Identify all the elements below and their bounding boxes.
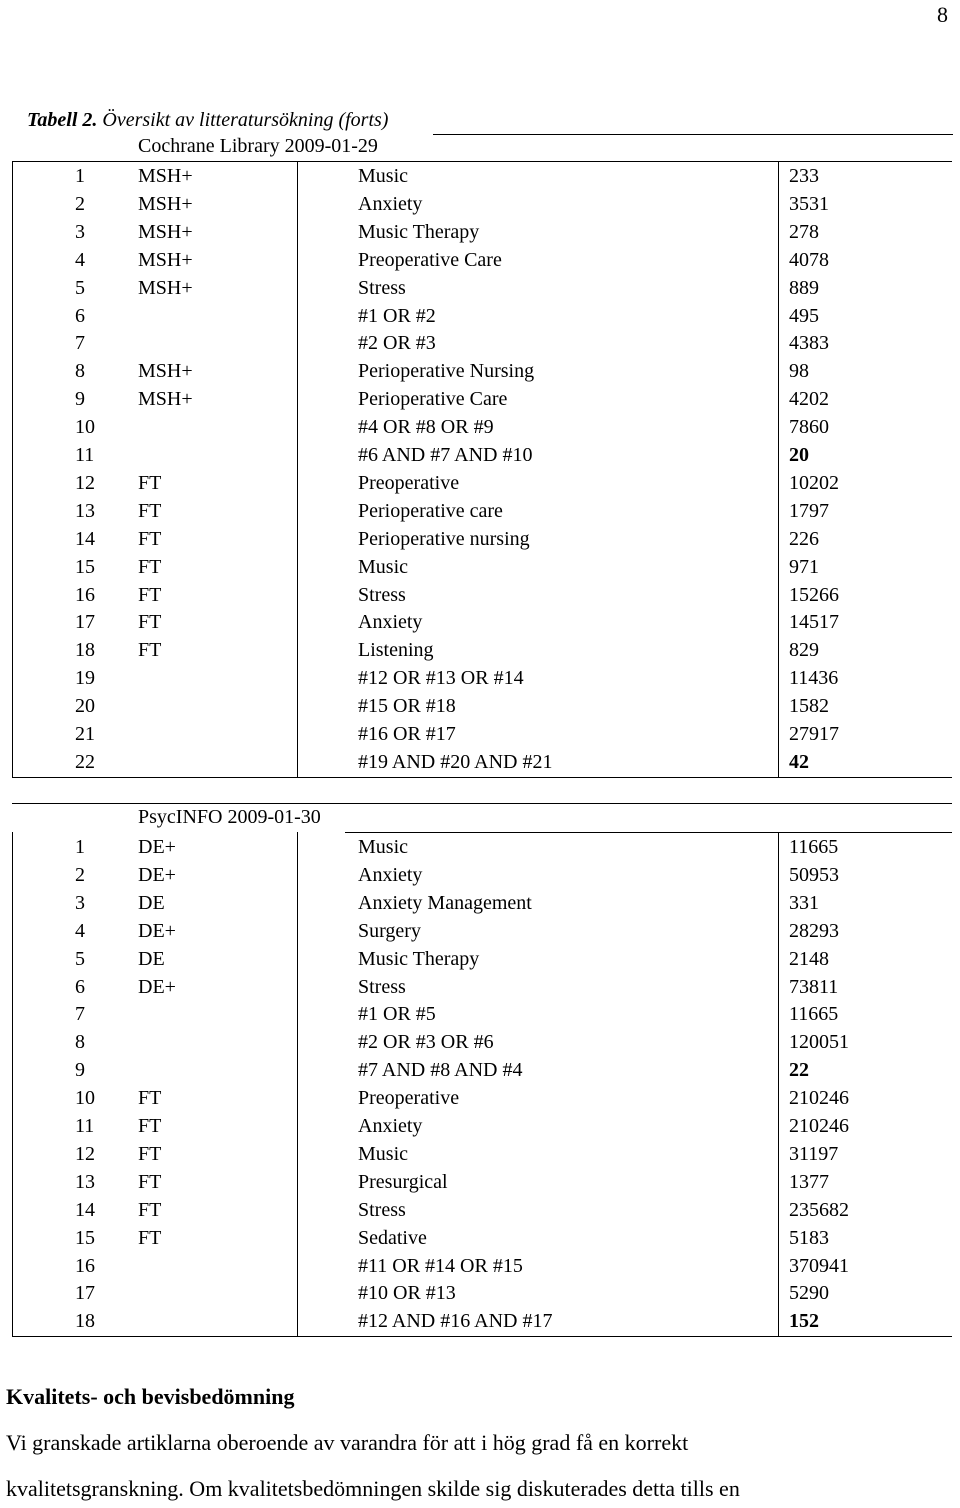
row-search-term: #12 OR #13 OR #14 bbox=[358, 667, 524, 690]
row-field-code: MSH+ bbox=[138, 165, 193, 187]
table-row bbox=[0, 274, 960, 302]
row-field-code: FT bbox=[138, 499, 162, 522]
row-number: 8 bbox=[75, 360, 85, 383]
row-hit-count: 495 bbox=[789, 304, 819, 327]
row-hit-count: 210246 bbox=[789, 1087, 849, 1110]
row-number: 1 bbox=[75, 836, 85, 858]
row-search-term: Perioperative nursing bbox=[358, 527, 530, 550]
row-search-term: #11 OR #14 OR #15 bbox=[358, 1254, 523, 1277]
row-number: 17 bbox=[75, 611, 95, 634]
row-number: 2 bbox=[75, 192, 85, 215]
table-row bbox=[0, 581, 960, 609]
row-hit-count: 14517 bbox=[789, 611, 839, 634]
table-row bbox=[0, 441, 960, 469]
table-row bbox=[0, 1279, 960, 1307]
row-search-term: Music Therapy bbox=[358, 947, 480, 970]
row-search-term: Stress bbox=[358, 276, 406, 299]
table-row bbox=[0, 469, 960, 497]
row-search-term: Music bbox=[358, 555, 408, 578]
row-search-term: Stress bbox=[358, 1198, 406, 1221]
row-hit-count: 27917 bbox=[789, 723, 839, 745]
table-row bbox=[0, 218, 960, 246]
row-field-code: MSH+ bbox=[138, 360, 193, 383]
row-hit-count: 120051 bbox=[789, 1031, 849, 1054]
table-row bbox=[0, 748, 960, 776]
paragraph-line: kvalitetsgranskning. Om kvalitetsbedömningen skilde sig diskuterades detta tills en bbox=[6, 1476, 740, 1501]
row-number: 15 bbox=[75, 1226, 95, 1249]
row-search-term: Stress bbox=[358, 583, 406, 606]
row-field-code: FT bbox=[138, 471, 162, 494]
row-search-term: Anxiety Management bbox=[358, 891, 532, 914]
row-hit-count: 20 bbox=[789, 444, 809, 466]
row-hit-count: 829 bbox=[789, 639, 819, 662]
table-rule bbox=[12, 777, 952, 778]
row-field-code: DE bbox=[138, 947, 165, 970]
row-number: 5 bbox=[75, 276, 85, 299]
row-hit-count: 370941 bbox=[789, 1254, 849, 1277]
row-hit-count: 1377 bbox=[789, 1170, 829, 1193]
table-caption bbox=[27, 109, 388, 132]
row-field-code: FT bbox=[138, 1198, 162, 1221]
row-hit-count: 1582 bbox=[789, 695, 829, 718]
caption-text: Översikt av litteratursökning (forts) bbox=[97, 109, 389, 131]
section-heading: Kvalitets- och bevisbedömning bbox=[6, 1384, 295, 1409]
row-hit-count: 22 bbox=[789, 1059, 809, 1082]
row-number: 10 bbox=[75, 416, 95, 439]
row-hit-count: 31197 bbox=[789, 1142, 839, 1165]
row-field-code: FT bbox=[138, 1115, 162, 1137]
table-row bbox=[0, 945, 960, 973]
row-number: 7 bbox=[75, 332, 85, 355]
row-number: 18 bbox=[75, 1310, 95, 1333]
row-number: 9 bbox=[75, 1059, 85, 1082]
table-rule bbox=[12, 1336, 952, 1337]
row-search-term: #19 AND #20 AND #21 bbox=[358, 750, 553, 773]
row-search-term: #7 AND #8 AND #4 bbox=[358, 1059, 523, 1082]
row-number: 4 bbox=[75, 919, 85, 942]
row-number: 3 bbox=[75, 220, 85, 243]
row-hit-count: 11436 bbox=[789, 667, 839, 690]
table-row bbox=[0, 1140, 960, 1168]
row-field-code: FT bbox=[138, 555, 162, 578]
table-row bbox=[0, 889, 960, 917]
row-hit-count: 3531 bbox=[789, 192, 829, 215]
row-number: 10 bbox=[75, 1087, 95, 1110]
row-search-term: Stress bbox=[358, 975, 406, 998]
row-search-term: Anxiety bbox=[358, 1115, 423, 1137]
row-hit-count: 278 bbox=[789, 220, 819, 243]
row-field-code: MSH+ bbox=[138, 276, 193, 299]
row-field-code: MSH+ bbox=[138, 388, 193, 411]
table-row bbox=[0, 246, 960, 274]
table-row bbox=[0, 385, 960, 413]
row-number: 3 bbox=[75, 891, 85, 914]
row-field-code: DE+ bbox=[138, 836, 176, 858]
table-rule bbox=[12, 803, 952, 804]
row-number: 13 bbox=[75, 1170, 95, 1193]
row-hit-count: 73811 bbox=[789, 975, 839, 998]
row-search-term: Music Therapy bbox=[358, 220, 480, 243]
table-row bbox=[0, 190, 960, 218]
row-number: 14 bbox=[75, 527, 95, 550]
row-field-code: MSH+ bbox=[138, 220, 193, 243]
row-search-term: Music bbox=[358, 836, 408, 858]
row-search-term: Sedative bbox=[358, 1226, 427, 1249]
table-row bbox=[0, 636, 960, 664]
row-number: 8 bbox=[75, 1031, 85, 1054]
row-hit-count: 4383 bbox=[789, 332, 829, 355]
row-search-term: #2 OR #3 OR #6 bbox=[358, 1031, 494, 1054]
row-number: 6 bbox=[75, 304, 85, 327]
row-search-term: Preoperative bbox=[358, 471, 460, 494]
row-search-term: #12 AND #16 AND #17 bbox=[358, 1310, 553, 1333]
row-hit-count: 210246 bbox=[789, 1115, 849, 1137]
row-field-code: DE+ bbox=[138, 975, 176, 998]
row-field-code: FT bbox=[138, 527, 162, 550]
row-number: 15 bbox=[75, 555, 95, 578]
row-field-code: FT bbox=[138, 1142, 162, 1165]
row-search-term: Surgery bbox=[358, 919, 421, 942]
row-search-term: #1 OR #5 bbox=[358, 1003, 436, 1026]
row-hit-count: 235682 bbox=[789, 1198, 849, 1221]
table-row bbox=[0, 329, 960, 357]
table-row bbox=[0, 720, 960, 748]
row-hit-count: 11665 bbox=[789, 1003, 839, 1026]
row-number: 16 bbox=[75, 583, 95, 606]
table-row bbox=[0, 1112, 960, 1140]
table-row bbox=[0, 917, 960, 945]
paragraph-line: Vi granskade artiklarna oberoende av varandra för att i hög grad få en korrekt bbox=[6, 1430, 689, 1455]
row-search-term: #4 OR #8 OR #9 bbox=[358, 416, 494, 439]
row-hit-count: 152 bbox=[789, 1310, 819, 1333]
section-title-cochrane: Cochrane Library 2009-01-29 bbox=[138, 135, 378, 157]
row-hit-count: 331 bbox=[789, 891, 819, 914]
row-hit-count: 5183 bbox=[789, 1226, 829, 1249]
table-row bbox=[0, 973, 960, 1001]
row-search-term: #10 OR #13 bbox=[358, 1282, 456, 1305]
row-number: 18 bbox=[75, 639, 95, 662]
row-hit-count: 28293 bbox=[789, 919, 839, 942]
row-search-term: Anxiety bbox=[358, 611, 423, 634]
row-hit-count: 42 bbox=[789, 750, 809, 773]
table-row bbox=[0, 1056, 960, 1084]
row-search-term: #6 AND #7 AND #10 bbox=[358, 444, 533, 466]
row-number: 6 bbox=[75, 975, 85, 998]
table-row bbox=[0, 162, 960, 190]
row-field-code: FT bbox=[138, 1087, 162, 1110]
table-row bbox=[0, 1084, 960, 1112]
row-search-term: #1 OR #2 bbox=[358, 304, 436, 327]
table-row bbox=[0, 1196, 960, 1224]
row-hit-count: 971 bbox=[789, 555, 819, 578]
table-row bbox=[0, 525, 960, 553]
table-row bbox=[0, 1168, 960, 1196]
row-hit-count: 889 bbox=[789, 276, 819, 299]
row-search-term: #16 OR #17 bbox=[358, 723, 456, 745]
row-number: 4 bbox=[75, 248, 85, 271]
row-field-code: FT bbox=[138, 583, 162, 606]
row-number: 5 bbox=[75, 947, 85, 970]
table-row bbox=[0, 833, 960, 861]
row-field-code: DE+ bbox=[138, 919, 176, 942]
section-title-psycinfo: PsycINFO 2009-01-30 bbox=[138, 806, 321, 828]
row-search-term: Anxiety bbox=[358, 192, 423, 215]
row-number: 14 bbox=[75, 1198, 95, 1221]
row-number: 13 bbox=[75, 499, 95, 522]
table-row bbox=[0, 413, 960, 441]
row-search-term: Preoperative Care bbox=[358, 248, 502, 271]
table-row bbox=[0, 357, 960, 385]
row-field-code: MSH+ bbox=[138, 192, 193, 215]
table-row bbox=[0, 1307, 960, 1335]
row-hit-count: 7860 bbox=[789, 416, 829, 439]
row-search-term: Perioperative care bbox=[358, 499, 503, 522]
row-hit-count: 10202 bbox=[789, 471, 839, 494]
table-row bbox=[0, 553, 960, 581]
table-row bbox=[0, 1028, 960, 1056]
row-search-term: #15 OR #18 bbox=[358, 695, 456, 718]
row-hit-count: 2148 bbox=[789, 947, 829, 970]
row-search-term: Anxiety bbox=[358, 863, 423, 886]
row-search-term: Presurgical bbox=[358, 1170, 448, 1193]
row-hit-count: 5290 bbox=[789, 1282, 829, 1305]
row-number: 21 bbox=[75, 723, 95, 745]
table-row bbox=[0, 608, 960, 636]
row-search-term: Listening bbox=[358, 639, 434, 662]
table-row bbox=[0, 1252, 960, 1280]
table-rule bbox=[433, 134, 953, 135]
row-search-term: Music bbox=[358, 165, 408, 187]
row-hit-count: 4078 bbox=[789, 248, 829, 271]
page-number: 8 bbox=[937, 2, 948, 27]
table-row bbox=[0, 861, 960, 889]
table-row bbox=[0, 302, 960, 330]
row-field-code: FT bbox=[138, 611, 162, 634]
row-field-code: FT bbox=[138, 1170, 162, 1193]
row-field-code: FT bbox=[138, 639, 162, 662]
table-row bbox=[0, 1224, 960, 1252]
row-number: 22 bbox=[75, 750, 95, 773]
row-hit-count: 15266 bbox=[789, 583, 839, 606]
row-hit-count: 233 bbox=[789, 165, 819, 187]
caption-label: Tabell 2. bbox=[27, 109, 98, 131]
row-number: 17 bbox=[75, 1282, 95, 1305]
row-hit-count: 50953 bbox=[789, 863, 839, 886]
table-row bbox=[0, 692, 960, 720]
row-number: 11 bbox=[75, 1115, 95, 1137]
row-hit-count: 4202 bbox=[789, 388, 829, 411]
row-search-term: #2 OR #3 bbox=[358, 332, 436, 355]
row-number: 12 bbox=[75, 471, 95, 494]
row-search-term: Perioperative Nursing bbox=[358, 360, 535, 383]
row-hit-count: 1797 bbox=[789, 499, 829, 522]
row-search-term: Perioperative Care bbox=[358, 388, 508, 411]
row-number: 19 bbox=[75, 667, 95, 690]
row-number: 16 bbox=[75, 1254, 95, 1277]
row-hit-count: 226 bbox=[789, 527, 819, 550]
table-row bbox=[0, 664, 960, 692]
row-number: 2 bbox=[75, 863, 85, 886]
table-row bbox=[0, 1000, 960, 1028]
row-number: 20 bbox=[75, 695, 95, 718]
row-number: 11 bbox=[75, 444, 95, 466]
row-number: 9 bbox=[75, 388, 85, 411]
row-search-term: Preoperative bbox=[358, 1087, 460, 1110]
row-hit-count: 98 bbox=[789, 360, 809, 383]
row-number: 12 bbox=[75, 1142, 95, 1165]
row-number: 7 bbox=[75, 1003, 85, 1026]
table-row bbox=[0, 497, 960, 525]
row-field-code: MSH+ bbox=[138, 248, 193, 271]
row-number: 1 bbox=[75, 165, 85, 187]
row-field-code: DE+ bbox=[138, 863, 176, 886]
row-hit-count: 11665 bbox=[789, 836, 839, 858]
row-field-code: FT bbox=[138, 1226, 162, 1249]
row-field-code: DE bbox=[138, 891, 165, 914]
row-search-term: Music bbox=[358, 1142, 408, 1165]
